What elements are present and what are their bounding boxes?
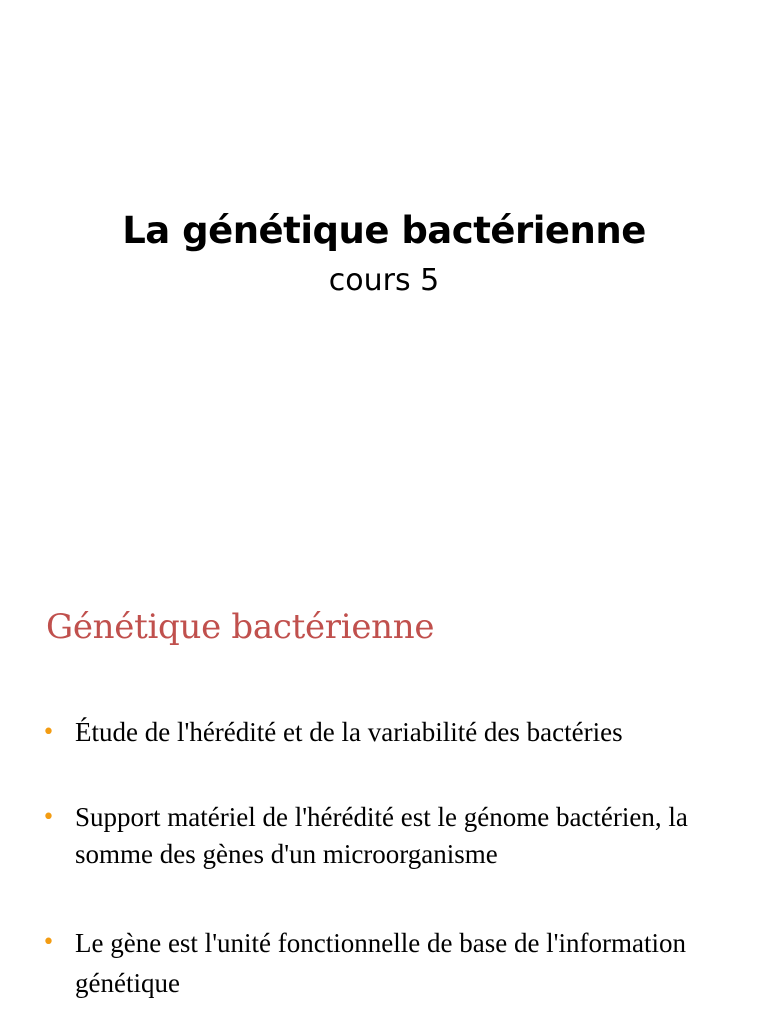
- bullet-text: Étude de l'hérédité et de la variabilité des bactéries: [75, 717, 623, 747]
- list-item: [40, 799, 740, 873]
- section-heading: Génétique bactérienne: [46, 607, 435, 647]
- bullet-list: [40, 714, 740, 1003]
- bullet-icon: •: [42, 930, 55, 955]
- bullet-text: Support matériel de l'hérédité est le génome bactérien, la somme des gènes d'un microorganisme: [75, 802, 688, 869]
- list-item: [40, 714, 740, 751]
- list-item: [40, 923, 740, 1003]
- bullet-icon: •: [42, 805, 55, 830]
- slide-title: La génétique bactérienne: [122, 209, 646, 252]
- bullet-text: Le gène est l'unité fonctionnelle de base de l'information génétique: [75, 928, 687, 998]
- title-slide: [0, 205, 768, 301]
- bullet-icon: •: [42, 720, 55, 745]
- slide-subtitle: cours 5: [328, 263, 440, 298]
